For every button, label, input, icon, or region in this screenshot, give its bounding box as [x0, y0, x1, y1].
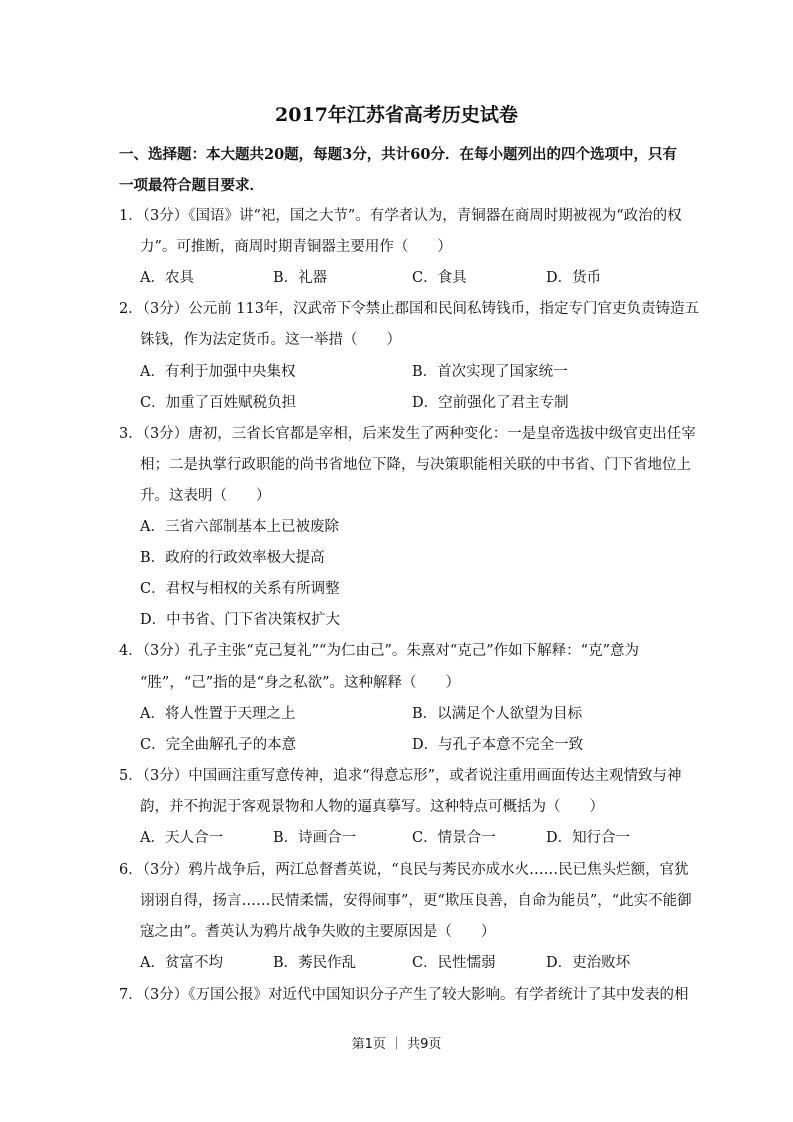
option-d[interactable]: D．吏治败坏: [546, 955, 631, 971]
option-b[interactable]: B．莠民作乱: [273, 955, 357, 971]
option-d[interactable]: D．与孔子本意不完全一致: [412, 737, 584, 753]
question-text: “胜”，“己”指的是“身之私欲”。这种解释（ ）: [140, 675, 460, 691]
option-b[interactable]: B．礼器: [273, 270, 328, 286]
option-a[interactable]: A．三省六部制基本上已被废除: [140, 519, 339, 535]
section-instructions-line-2: 一项最符合题目要求．: [119, 177, 264, 194]
option-d[interactable]: D．货币: [546, 270, 602, 286]
option-a[interactable]: A．将人性置于天理之上: [140, 706, 296, 722]
option-c[interactable]: C．食具: [412, 270, 467, 286]
option-c[interactable]: C．加重了百姓赋税负担: [140, 395, 297, 411]
option-a[interactable]: A．有利于加强中央集权: [140, 364, 296, 380]
section-instructions-line-1: 一、选择题：本大题共20题，每题3分，共计60分．在每小题列出的四个选项中，只有: [119, 146, 677, 163]
question-text: 升。这表明（ ）: [140, 488, 271, 504]
question-text: 6．（3分）鸦片战争后，两江总督耆英说，“良民与莠民亦成水火……民已焦头烂额，官犹: [119, 862, 689, 878]
question-text: 铢钱，作为法定货币。这一举措（ ）: [140, 332, 401, 348]
option-d[interactable]: D．空前强化了君主专制: [412, 395, 569, 411]
option-c[interactable]: C．完全曲解孔子的本意: [140, 737, 297, 753]
option-b[interactable]: B．首次实现了国家统一: [412, 364, 568, 380]
question-text: 7．（3分）《万国公报》对近代中国知识分子产生了较大影响。有学者统计了其中发表的相: [119, 987, 689, 1003]
option-b[interactable]: B．诗画合一: [273, 830, 357, 846]
question-text: 1．（3分）《国语》讲“祀，国之大节”。有学者认为，青铜器在商周时期被视为“政治的权: [119, 208, 682, 224]
option-d[interactable]: D．中书省、门下省决策权扩大: [140, 612, 341, 628]
question-text: 寇之由”。耆英认为鸦片战争失败的主要原因是（ ）: [140, 924, 496, 940]
question-text: 诩诩自得，扬言……民情柔懦，安得闹事”，更“欺压良善，自命为能员”，“此实不能御: [140, 893, 692, 909]
option-a[interactable]: A．农具: [140, 270, 194, 286]
question-text: 相；二是执掌行政职能的尚书省地位下降，与决策职能相关联的中书省、门下省地位上: [140, 457, 691, 473]
option-b[interactable]: B．政府的行政效率极大提高: [140, 550, 325, 566]
question-text: 4．（3分）孔子主张“克己复礼”“为仁由己”。朱熹对“克己”作如下解释：“克”意为: [119, 643, 640, 659]
option-a[interactable]: A．天人合一: [140, 830, 223, 846]
question-text: 3．（3分）唐初，三省长官都是宰相，后来发生了两种变化：一是皇帝选拔中级官吏出任宰: [119, 426, 696, 442]
option-d[interactable]: D．知行合一: [546, 830, 631, 846]
option-c[interactable]: C．情景合一: [412, 830, 496, 846]
question-text: 力”。可推断，商周时期青铜器主要用作（ ）: [140, 239, 452, 255]
page-title: 2017年江苏省高考历史试卷: [275, 104, 518, 126]
option-a[interactable]: A．贫富不均: [140, 955, 223, 971]
page-footer: 第1页 ｜ 共9页: [351, 1037, 442, 1052]
option-c[interactable]: C．君权与相权的关系有所调整: [140, 581, 340, 597]
option-b[interactable]: B．以满足个人欲望为目标: [412, 706, 583, 722]
option-c[interactable]: C．民性懦弱: [412, 955, 496, 971]
question-text: 5．（3分）中国画注重写意传神，追求“得意忘形”，或者说注重用画面传达主观情致与神: [119, 768, 682, 784]
question-text: 2．（3分）公元前 113年，汉武帝下令禁止郡国和民间私铸钱币，指定专门官吏负责铸造五: [119, 301, 699, 317]
question-text: 韵，并不拘泥于客观景物和人物的逼真摹写。这种特点可概括为（ ）: [140, 799, 604, 815]
